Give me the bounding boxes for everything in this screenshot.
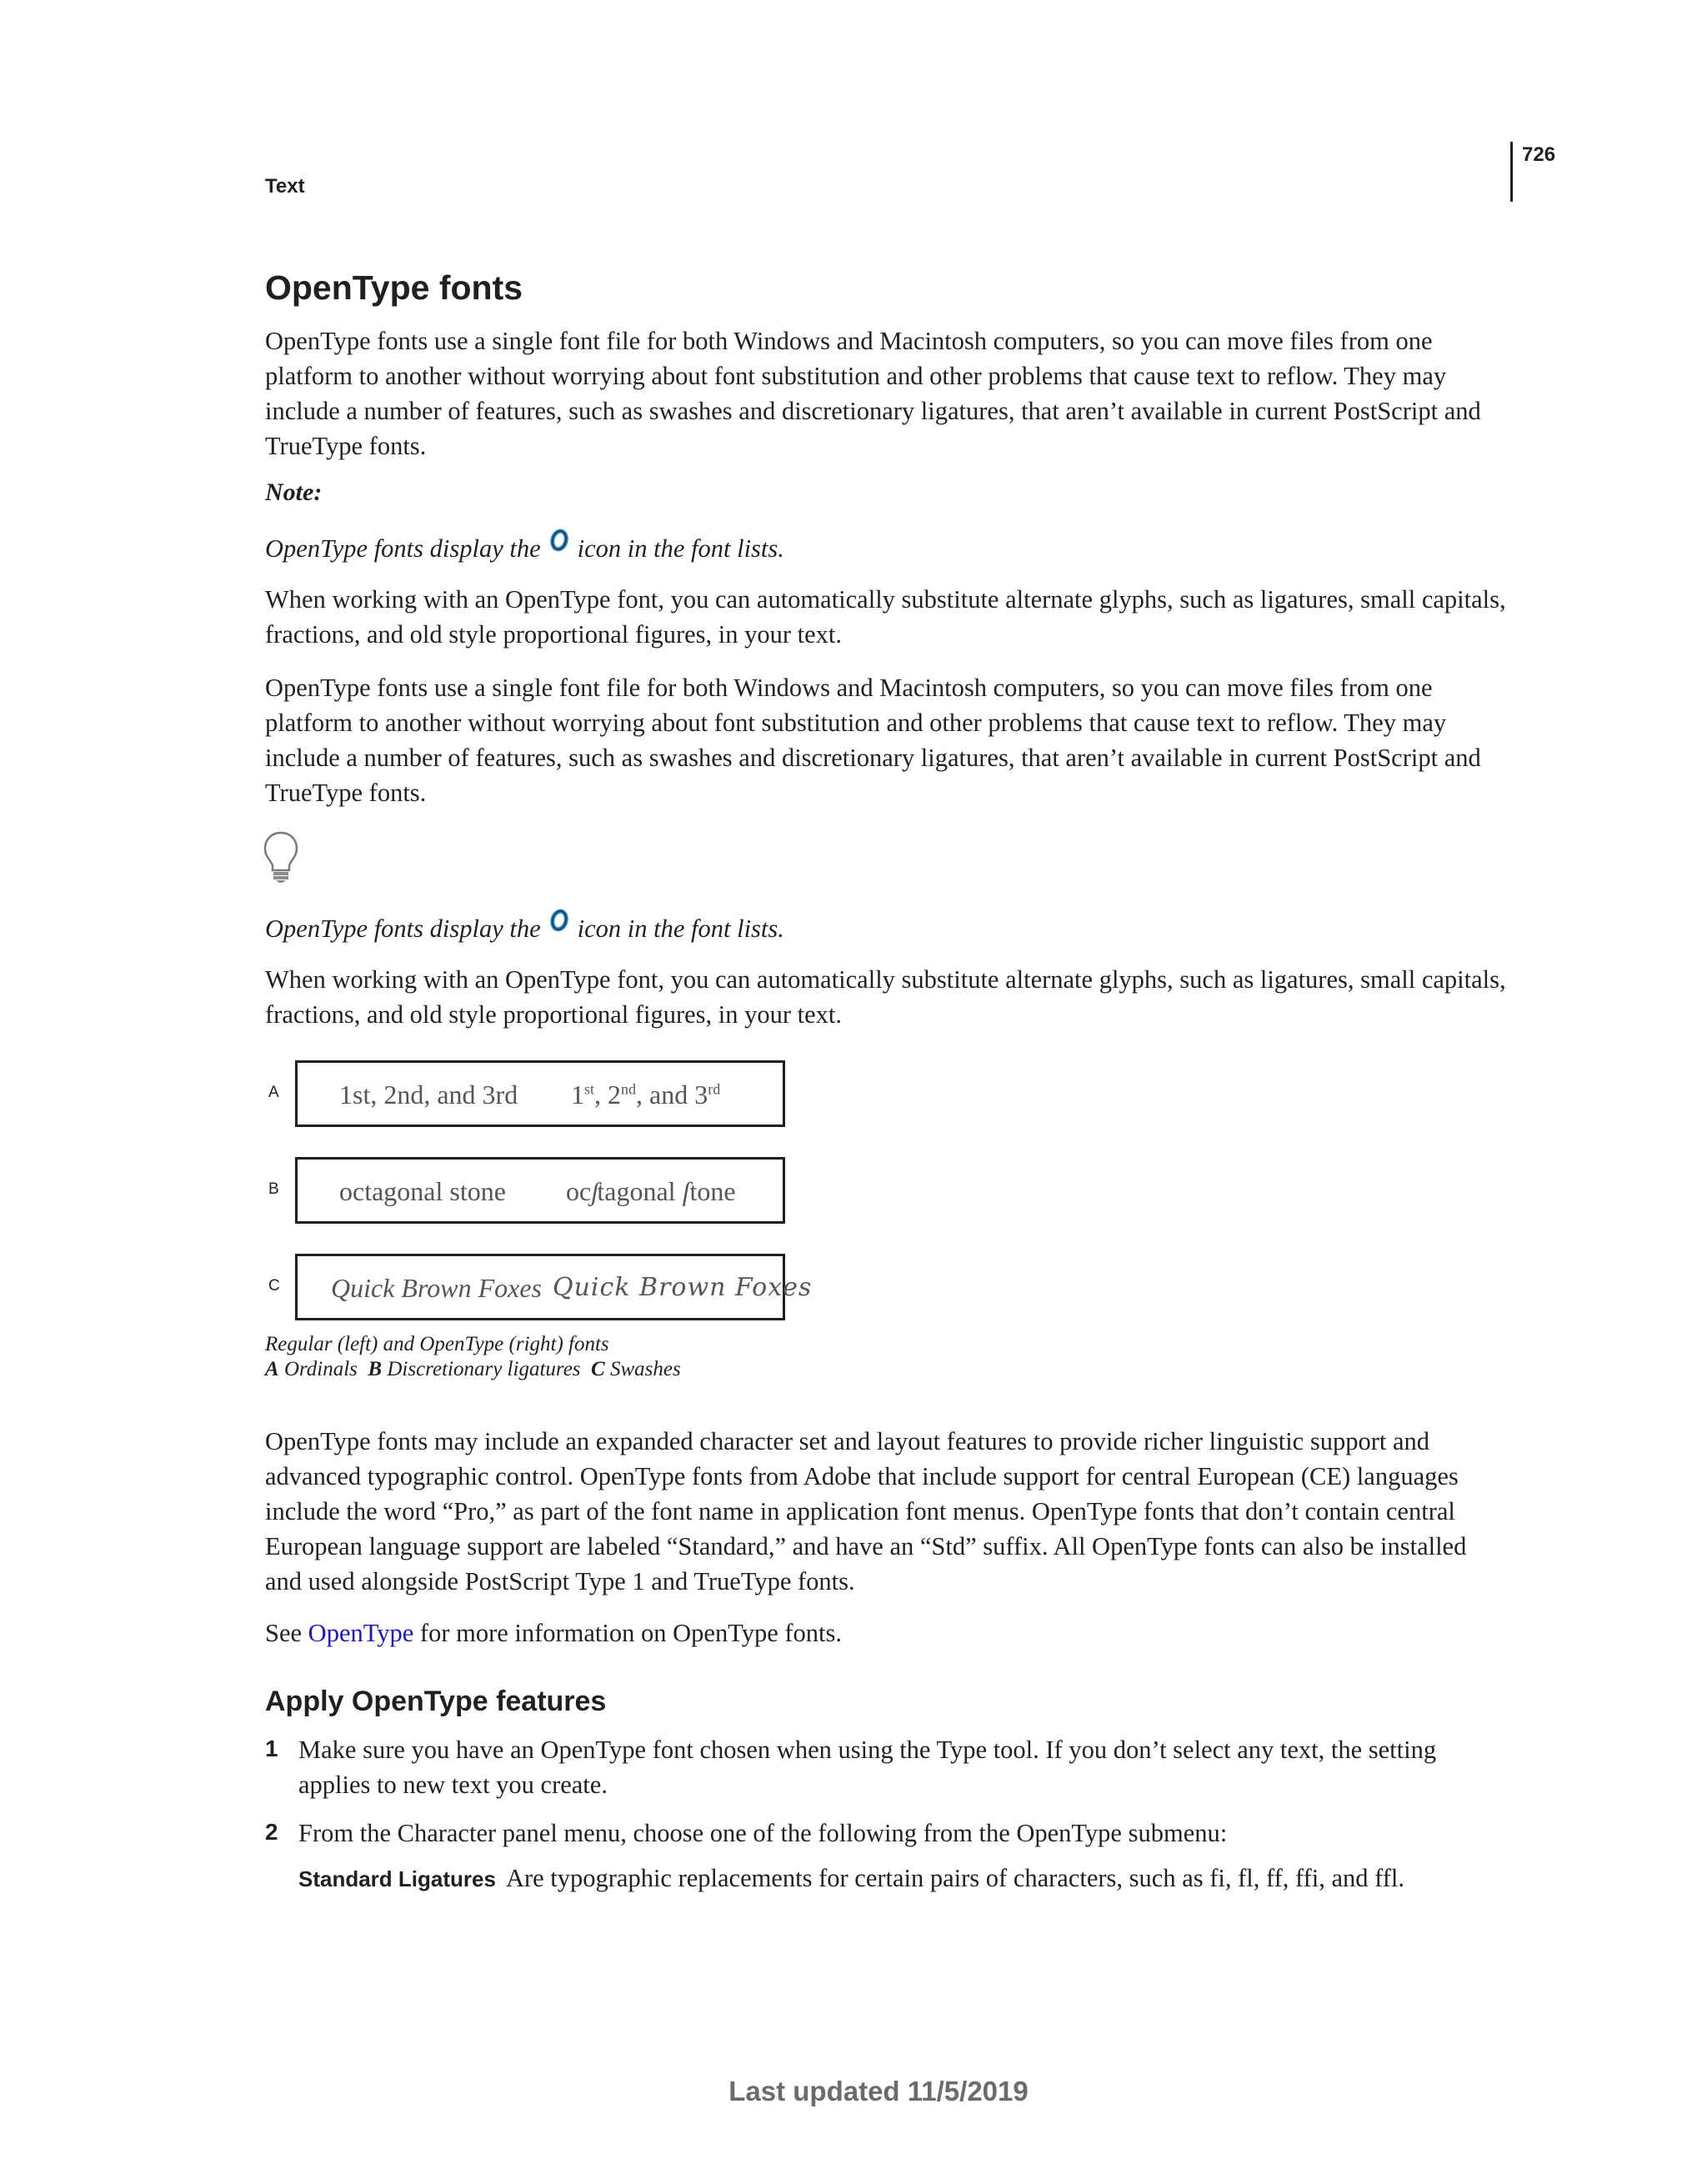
figure-letter-c: C <box>268 1277 280 1295</box>
character-set-paragraph: OpenType fonts may include an expanded character set and layout features to provide richer linguistic support and advanced typographic control. OpenType fonts from Adobe that include support for central European (CE) languages include the word “Pro,” as part of the font name in application font menus. OpenType fonts that don’t contain central European language support are labeled “Standard,” and have an “Std” suffix. All OpenType fonts can also be installed and used alongside PostScript Type 1 and TrueType fonts. <box>265 1427 1467 1595</box>
step-text-2: From the Character panel menu, choose one of the following from the OpenType submenu: <box>298 1819 1228 1847</box>
note-text-before: OpenType fonts display the <box>265 534 541 563</box>
page-title: OpenType fonts <box>265 268 523 307</box>
intro-paragraph-repeat: OpenType fonts use a single font file for both Windows and Macintosh computers, so you can move files from one platform to another without worrying about font substitution and other problems that cause text to reflow. They may include a number of features, such as swashes and discretionary ligatures, that aren’t available in current PostScript and TrueType fonts. <box>265 674 1481 807</box>
swashes-regular: Quick Brown Foxes <box>331 1273 542 1303</box>
note-label: Note: <box>265 478 323 506</box>
step-text-1: Make sure you have an OpenType font chosen when using the Type tool. If you don’t select any text, the setting applies to new text you create. <box>298 1736 1437 1799</box>
caption-letter-c: C <box>591 1358 605 1380</box>
ligatures-opentype: ocʃtagonal ſtone <box>566 1176 736 1206</box>
tip-text-before: OpenType fonts display the <box>265 914 541 943</box>
figure-letter-b: B <box>268 1180 279 1198</box>
alternates-paragraph-repeat: When working with an OpenType font, you can automatically substitute alternate glyphs, such as ligatures, small capitals, fractions, and old style proportional figures, in your text. <box>265 965 1506 1029</box>
ligatures-regular: octagonal stone <box>339 1176 506 1206</box>
figure-box-ligatures <box>295 1157 785 1224</box>
opentype-icon <box>549 909 569 932</box>
caption-letter-b: B <box>368 1358 383 1380</box>
step-number-2: 2 <box>265 1819 278 1845</box>
figure-box-ordinals <box>295 1060 785 1127</box>
figure-box-swashes <box>295 1254 813 1320</box>
see-also: See OpenType for more information on OpenType fonts. <box>265 1619 842 1647</box>
ordinals-regular: 1st, 2nd, and 3rd <box>339 1079 518 1110</box>
header-rule <box>1510 142 1513 202</box>
definition-text: Are typographic replacements for certain pairs of characters, such as fi, fl, ff, ffi, and ffl. <box>505 1864 1405 1892</box>
page-number: 726 <box>1522 143 1556 166</box>
figure-caption-line1: Regular (left) and OpenType (right) fonts <box>265 1333 609 1355</box>
opentype-icon <box>549 528 569 552</box>
note-text-after: icon in the font lists. <box>577 534 784 563</box>
lightbulb-icon <box>262 830 300 884</box>
tip-text-after: icon in the font lists. <box>577 914 784 943</box>
caption-letter-a: A <box>265 1358 279 1380</box>
section-label: Text <box>265 175 305 198</box>
definition-term: Standard Ligatures <box>298 1866 496 1891</box>
figure-letter-a: A <box>268 1084 279 1101</box>
definition-standard-ligatures <box>298 1861 1507 1896</box>
tip-text <box>265 909 1507 946</box>
intro-paragraph: OpenType fonts use a single font file for both Windows and Macintosh computers, so you can move files from one platform to another without worrying about font substitution and other problems that cause text to reflow. They may include a number of features, such as swashes and discretionary ligatures, that aren’t available in current PostScript and TrueType fonts. <box>265 327 1481 460</box>
subheading: Apply OpenType features <box>265 1686 607 1717</box>
footer-last-updated: Last updated 11/5/2019 <box>728 2076 1029 2106</box>
ordinals-opentype: 1st, 2nd, and 3rd <box>571 1079 721 1110</box>
swashes-opentype: Quick Brown Foxes <box>553 1273 813 1302</box>
note-text <box>265 528 1507 566</box>
step-number-1: 1 <box>265 1736 278 1761</box>
alternates-paragraph: When working with an OpenType font, you can automatically substitute alternate glyphs, such as ligatures, small capitals, fractions, and old style proportional figures, in your text. <box>265 585 1506 649</box>
opentype-link[interactable]: OpenType <box>308 1619 414 1647</box>
figure-caption-line2: A Ordinals B Discretionary ligatures C Swashes <box>265 1358 681 1380</box>
